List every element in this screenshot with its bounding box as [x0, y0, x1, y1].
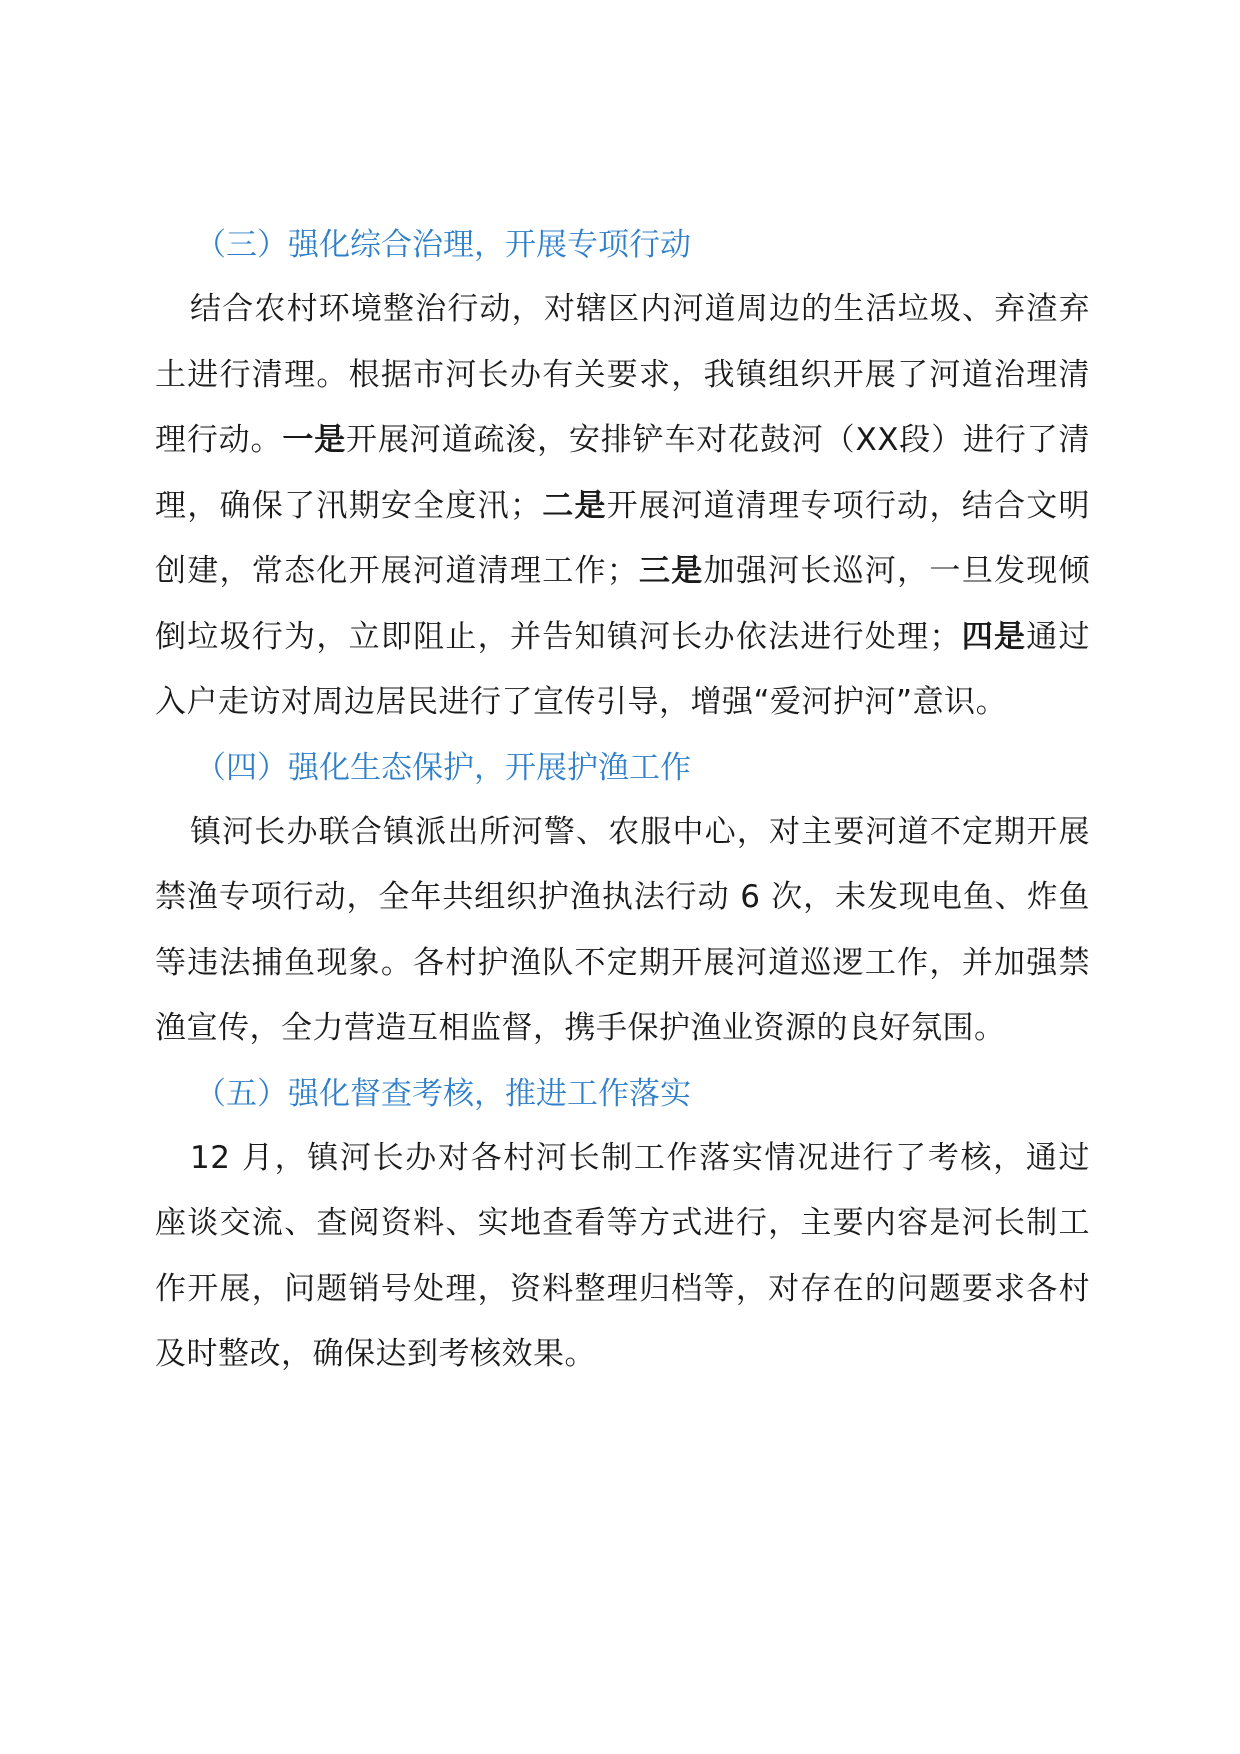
bold-keyword-4: 四是	[960, 618, 1027, 655]
section-heading-3: （三）强化综合治理，开展专项行动	[195, 227, 691, 263]
body-point-4: 通过入户走访对周边居民进行了宣传引导，增强“爱河护河”意识。	[155, 618, 1091, 720]
bold-keyword-3: 三是	[638, 553, 704, 589]
body-intro: 结合农村环境整治行动，对辖区内河道周边的生活垃圾、弃渣弃土进行清理。根据市河长办有关要求，我镇组织开展了河道治理清理行动。	[155, 291, 1090, 458]
body-point-2: 开展河道清理专项行动，结合文明创建，常态化开展河道清理工作；	[155, 487, 1091, 589]
body-point-3: 加强河长巡河，一旦发现倾倒垃圾行为，立即阻止，并告知镇河长办依法进行处理；	[155, 553, 1091, 655]
body-point-1: 开展河道疏浚，安排铲车对花鼓河（XX段）进行了清理，确保了汛期安全度汛；	[155, 422, 1090, 524]
section-heading-4: （四）强化生态保护，开展护渔工作	[195, 749, 691, 786]
section-body-4: 镇河长办联合镇派出所河警、农服中心，对主要河道不定期开展禁渔专项行动，全年共组织护渔执法行动 6 次，未发现电鱼、炸鱼等违法捕鱼现象。各村护渔队不定期开展河道巡逻工作，并加强禁渔宣传，全力营造互相监督，携手保护渔业资源的良好氛围。	[155, 813, 1090, 1046]
bold-keyword-1: 一是	[282, 422, 347, 458]
document-page	[155, 213, 1090, 1388]
section-heading-5: （五）强化督查考核，推进工作落实	[195, 1075, 691, 1112]
bold-keyword-2: 二是	[541, 487, 607, 524]
section-body-5: 12 月，镇河长办对各村河长制工作落实情况进行了考核，通过座谈交流、查阅资料、实地查看等方式进行，主要内容是河长制工作开展，问题销号处理，资料整理归档等，对存在的问题要求各村及时整改，确保达到考核效果。	[155, 1139, 1090, 1372]
section-body-3	[155, 277, 1090, 736]
